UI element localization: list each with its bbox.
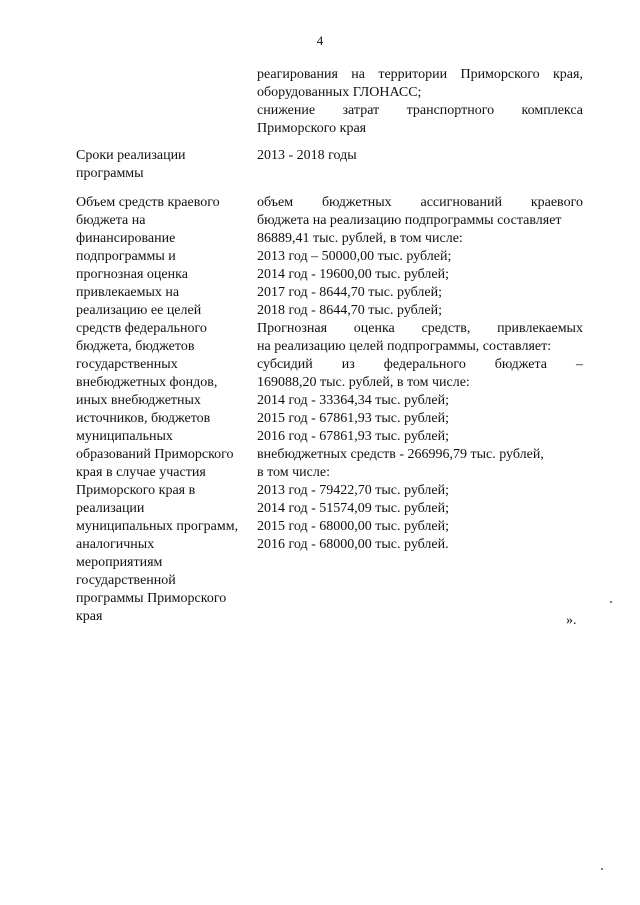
federal-year-line: 2014 год - 33364,34 тыс. рублей; (257, 393, 450, 408)
offbudget-year-line: 2016 год - 68000,00 тыс. рублей. (257, 537, 449, 552)
funding-intro-line-3: 86889,41 тыс. рублей, в том числе: (257, 231, 463, 246)
regional-year-line: 2014 год - 19600,00 тыс. рублей; (257, 267, 450, 282)
terms-value: 2013 - 2018 годы (257, 148, 357, 163)
closing-quote: ». (566, 613, 577, 628)
offbudget-year-line: 2014 год - 51574,09 тыс. рублей; (257, 501, 450, 516)
offbudget-line-1: внебюджетных средств - 266996,79 тыс. рублей, (257, 447, 544, 462)
terms-label-line-1: Сроки реализации (76, 148, 186, 163)
funding-intro-line-1: объем бюджетных ассигнований краевого (257, 195, 583, 210)
scan-speck (601, 868, 603, 870)
federal-year-line: 2015 год - 67861,93 тыс. рублей; (257, 411, 450, 426)
terms-label-line-2: программы (76, 166, 144, 181)
forecast-line-2: на реализацию целей подпрограммы, составляет: (257, 339, 552, 354)
federal-line-1: субсидий из федерального бюджета – (257, 357, 583, 372)
continuation-line-2: оборудованных ГЛОНАСС; (257, 85, 422, 100)
document-page: 4 реагирования на территории Приморского края, оборудованных ГЛОНАСС; снижение затрат транспортного комплекса Приморского края Сроки реализации программы 2013 - 2018 годы Объем средств краевого бюджета на финансирование подпрограммы и прогнозная оценка привлекаемых на реализацию ее целей средств федерального бюджета, бюджетов государственных внебюджетных фондов, иных внебюджетных источников, бюджетов муниципальных образований Приморского края в случае участия Приморского края в реализации муниципальных программ, аналогичных мероприятиям государственной программы Приморского края объем бюджетных ассигнований краевого бюджета на реализацию подпрограммы составляет 86889,41 тыс. рублей, в том числе: 2013 год – 50000,00 тыс. рублей; 2014 год - 19600,00 тыс. рублей; 2017 год - 8644,70 тыс. рублей; 2018 год - 8644,70 тыс. рублей; Прогнозная оценка средств, привлекаемых на реализацию целей подпрограммы, составляет: субсидий из федерального бюджета – 169088,20 тыс. рублей, в том числе: 2014 год - 33364,34 тыс. рублей; 2015 год - 67861,93 тыс. рублей; 2016 год - 67861,93 тыс. рублей; внебюджетных средств - 266996,79 тыс. рублей, в том числе: 2013 год - 79422,70 тыс. рублей; 2014 год - 51574,09 тыс. рублей; 2015 год - 68000,00 тыс. рублей; 2016 год - 68000,00 тыс. рублей. ». (0, 0, 640, 905)
continuation-line-4: Приморского края (257, 121, 367, 136)
continuation-line-3: снижение затрат транспортного комплекса (257, 103, 583, 118)
forecast-line-1: Прогнозная оценка средств, привлекаемых (257, 321, 583, 336)
offbudget-line-2: в том числе: (257, 465, 330, 480)
funding-intro-line-2: бюджета на реализацию подпрограммы составляет (257, 213, 562, 228)
continuation-line-1: реагирования на территории Приморского края, (257, 67, 583, 82)
regional-year-line: 2018 год - 8644,70 тыс. рублей; (257, 303, 443, 318)
offbudget-year-line: 2013 год - 79422,70 тыс. рублей; (257, 483, 450, 498)
federal-line-2: 169088,20 тыс. рублей, в том числе: (257, 375, 470, 390)
page-number: 4 (316, 33, 324, 48)
federal-year-line: 2016 год - 67861,93 тыс. рублей; (257, 429, 450, 444)
offbudget-year-line: 2015 год - 68000,00 тыс. рублей; (257, 519, 450, 534)
scan-speck (610, 601, 612, 603)
regional-year-line: 2013 год – 50000,00 тыс. рублей; (257, 249, 452, 264)
regional-year-line: 2017 год - 8644,70 тыс. рублей; (257, 285, 443, 300)
